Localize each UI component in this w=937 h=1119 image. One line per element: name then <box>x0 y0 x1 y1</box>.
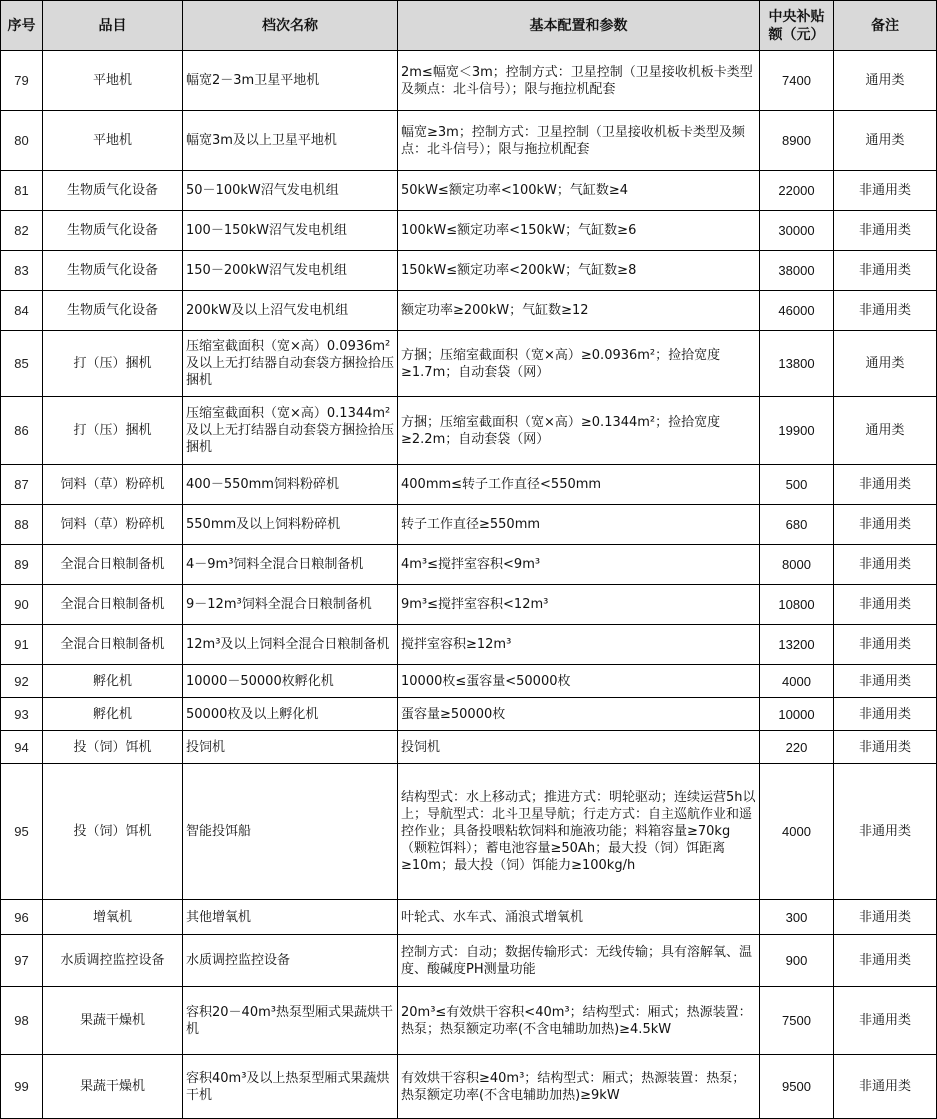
cell-item: 果蔬干燥机 <box>43 987 183 1055</box>
cell-remark: 通用类 <box>834 331 937 397</box>
cell-remark: 非通用类 <box>834 171 937 211</box>
cell-subsidy: 7500 <box>760 987 834 1055</box>
cell-item: 全混合日粮制备机 <box>43 625 183 665</box>
cell-remark: 非通用类 <box>834 900 937 935</box>
cell-grade: 智能投饵船 <box>183 764 398 900</box>
cell-subsidy: 8900 <box>760 111 834 171</box>
cell-subsidy: 7400 <box>760 51 834 111</box>
cell-item: 生物质气化设备 <box>43 171 183 211</box>
cell-subsidy: 8000 <box>760 545 834 585</box>
header-subsidy: 中央补贴额（元） <box>760 1 834 51</box>
cell-subsidy: 220 <box>760 731 834 764</box>
cell-grade: 幅宽3m及以上卫星平地机 <box>183 111 398 171</box>
cell-spec: 幅宽≥3m；控制方式：卫星控制（卫星接收机板卡类型及频点：北斗信号）；限与拖拉机配套 <box>398 111 760 171</box>
cell-subsidy: 300 <box>760 900 834 935</box>
table-row <box>1 397 937 465</box>
cell-spec: 转子工作直径≥550mm <box>398 505 760 545</box>
table-row <box>1 291 937 331</box>
cell-item: 孵化机 <box>43 698 183 731</box>
cell-item: 水质调控监控设备 <box>43 935 183 987</box>
cell-grade: 50－100kW沼气发电机组 <box>183 171 398 211</box>
cell-spec: 蛋容量≥50000枚 <box>398 698 760 731</box>
cell-spec: 4m³≤搅拌室容积<9m³ <box>398 545 760 585</box>
header-item: 品目 <box>43 1 183 51</box>
cell-subsidy: 10800 <box>760 585 834 625</box>
cell-seq: 81 <box>1 171 43 211</box>
cell-item: 饲料（草）粉碎机 <box>43 465 183 505</box>
table-body <box>1 51 937 1119</box>
cell-remark: 非通用类 <box>834 731 937 764</box>
cell-grade: 150－200kW沼气发电机组 <box>183 251 398 291</box>
cell-remark: 通用类 <box>834 397 937 465</box>
cell-subsidy: 22000 <box>760 171 834 211</box>
cell-item: 生物质气化设备 <box>43 211 183 251</box>
table-row <box>1 665 937 698</box>
cell-seq: 88 <box>1 505 43 545</box>
cell-item: 饲料（草）粉碎机 <box>43 505 183 545</box>
cell-subsidy: 900 <box>760 935 834 987</box>
cell-grade: 幅宽2－3m卫星平地机 <box>183 51 398 111</box>
cell-grade: 4－9m³饲料全混合日粮制备机 <box>183 545 398 585</box>
table-row <box>1 251 937 291</box>
cell-seq: 99 <box>1 1055 43 1119</box>
cell-remark: 非通用类 <box>834 291 937 331</box>
table-row <box>1 698 937 731</box>
cell-subsidy: 19900 <box>760 397 834 465</box>
cell-spec: 方捆；压缩室截面积（宽×高）≥0.1344m²；捡拾宽度≥2.2m；自动套袋（网） <box>398 397 760 465</box>
cell-remark: 非通用类 <box>834 465 937 505</box>
cell-remark: 通用类 <box>834 111 937 171</box>
cell-item: 生物质气化设备 <box>43 291 183 331</box>
cell-grade: 100－150kW沼气发电机组 <box>183 211 398 251</box>
cell-seq: 79 <box>1 51 43 111</box>
cell-item: 打（压）捆机 <box>43 397 183 465</box>
cell-seq: 91 <box>1 625 43 665</box>
table-row <box>1 1055 937 1119</box>
cell-subsidy: 680 <box>760 505 834 545</box>
table-row <box>1 171 937 211</box>
cell-seq: 89 <box>1 545 43 585</box>
cell-remark: 非通用类 <box>834 935 937 987</box>
table-row <box>1 987 937 1055</box>
table-row <box>1 585 937 625</box>
cell-seq: 94 <box>1 731 43 764</box>
cell-spec: 50kW≤额定功率<100kW；气缸数≥4 <box>398 171 760 211</box>
cell-subsidy: 500 <box>760 465 834 505</box>
table-row <box>1 211 937 251</box>
cell-seq: 95 <box>1 764 43 900</box>
header-spec: 基本配置和参数 <box>398 1 760 51</box>
cell-remark: 非通用类 <box>834 251 937 291</box>
cell-seq: 85 <box>1 331 43 397</box>
cell-seq: 93 <box>1 698 43 731</box>
table-row <box>1 935 937 987</box>
cell-grade: 水质调控监控设备 <box>183 935 398 987</box>
table-row <box>1 331 937 397</box>
cell-subsidy: 13200 <box>760 625 834 665</box>
cell-grade: 200kW及以上沼气发电机组 <box>183 291 398 331</box>
cell-seq: 86 <box>1 397 43 465</box>
cell-remark: 非通用类 <box>834 665 937 698</box>
cell-seq: 82 <box>1 211 43 251</box>
cell-spec: 400mm≤转子工作直径<550mm <box>398 465 760 505</box>
cell-spec: 方捆；压缩室截面积（宽×高）≥0.0936m²；捡拾宽度≥1.7m；自动套袋（网） <box>398 331 760 397</box>
cell-grade: 400－550mm饲料粉碎机 <box>183 465 398 505</box>
cell-subsidy: 30000 <box>760 211 834 251</box>
cell-grade: 压缩室截面积（宽×高）0.0936m²及以上无打结器自动套袋方捆捡拾压捆机 <box>183 331 398 397</box>
table-header <box>1 1 937 51</box>
cell-grade: 550mm及以上饲料粉碎机 <box>183 505 398 545</box>
cell-item: 全混合日粮制备机 <box>43 585 183 625</box>
cell-subsidy: 4000 <box>760 665 834 698</box>
table-row <box>1 900 937 935</box>
cell-spec: 10000枚≤蛋容量<50000枚 <box>398 665 760 698</box>
cell-grade: 50000枚及以上孵化机 <box>183 698 398 731</box>
header-grade: 档次名称 <box>183 1 398 51</box>
table-row <box>1 111 937 171</box>
cell-remark: 非通用类 <box>834 698 937 731</box>
table-row <box>1 764 937 900</box>
cell-subsidy: 13800 <box>760 331 834 397</box>
cell-seq: 92 <box>1 665 43 698</box>
header-remark: 备注 <box>834 1 937 51</box>
cell-grade: 9－12m³饲料全混合日粮制备机 <box>183 585 398 625</box>
cell-remark: 非通用类 <box>834 585 937 625</box>
cell-item: 果蔬干燥机 <box>43 1055 183 1119</box>
cell-spec: 150kW≤额定功率<200kW；气缸数≥8 <box>398 251 760 291</box>
cell-grade: 容积20－40m³热泵型厢式果蔬烘干机 <box>183 987 398 1055</box>
cell-spec: 搅拌室容积≥12m³ <box>398 625 760 665</box>
cell-spec: 额定功率≥200kW；气缸数≥12 <box>398 291 760 331</box>
cell-item: 平地机 <box>43 51 183 111</box>
table-row <box>1 625 937 665</box>
cell-item: 增氧机 <box>43 900 183 935</box>
cell-item: 投（饲）饵机 <box>43 764 183 900</box>
table-row <box>1 505 937 545</box>
cell-subsidy: 38000 <box>760 251 834 291</box>
cell-spec: 20m³≤有效烘干容积<40m³；结构型式：厢式；热源装置：热泵；热泵额定功率(不含电辅助加热)≥4.5kW <box>398 987 760 1055</box>
cell-seq: 84 <box>1 291 43 331</box>
cell-grade: 投饲机 <box>183 731 398 764</box>
cell-spec: 2m≤幅宽＜3m；控制方式：卫星控制（卫星接收机板卡类型及频点：北斗信号）；限与拖拉机配套 <box>398 51 760 111</box>
cell-seq: 80 <box>1 111 43 171</box>
cell-remark: 通用类 <box>834 51 937 111</box>
cell-spec: 控制方式：自动；数据传输形式：无线传输；具有溶解氧、温度、酸碱度PH测量功能 <box>398 935 760 987</box>
cell-seq: 90 <box>1 585 43 625</box>
table-row <box>1 51 937 111</box>
cell-subsidy: 9500 <box>760 1055 834 1119</box>
cell-spec: 结构型式：水上移动式；推进方式：明轮驱动；连续运营5h以上；导航型式：北斗卫星导航；行走方式：自主巡航作业和遥控作业；具备投喂粘软饲料和施液功能；料箱容量≥70kg（颗粒饵料）；蓄电池容量≥50Ah；最大投（饲）饵距离≥10m；最大投（饲）饵能力≥100kg/h <box>398 764 760 900</box>
header-seq: 序号 <box>1 1 43 51</box>
cell-spec: 投饲机 <box>398 731 760 764</box>
cell-spec: 9m³≤搅拌室容积<12m³ <box>398 585 760 625</box>
cell-grade: 10000－50000枚孵化机 <box>183 665 398 698</box>
cell-subsidy: 10000 <box>760 698 834 731</box>
cell-remark: 非通用类 <box>834 211 937 251</box>
cell-remark: 非通用类 <box>834 625 937 665</box>
cell-seq: 96 <box>1 900 43 935</box>
cell-item: 平地机 <box>43 111 183 171</box>
cell-spec: 有效烘干容积≥40m³；结构型式：厢式；热源装置：热泵；热泵额定功率(不含电辅助加热)≥9kW <box>398 1055 760 1119</box>
cell-grade: 其他增氧机 <box>183 900 398 935</box>
cell-grade: 12m³及以上饲料全混合日粮制备机 <box>183 625 398 665</box>
table-row <box>1 465 937 505</box>
cell-item: 投（饲）饵机 <box>43 731 183 764</box>
cell-seq: 97 <box>1 935 43 987</box>
cell-remark: 非通用类 <box>834 545 937 585</box>
cell-spec: 叶轮式、水车式、涌浪式增氧机 <box>398 900 760 935</box>
cell-item: 生物质气化设备 <box>43 251 183 291</box>
cell-subsidy: 46000 <box>760 291 834 331</box>
cell-remark: 非通用类 <box>834 1055 937 1119</box>
cell-seq: 83 <box>1 251 43 291</box>
cell-item: 全混合日粮制备机 <box>43 545 183 585</box>
cell-grade: 压缩室截面积（宽×高）0.1344m²及以上无打结器自动套袋方捆捡拾压捆机 <box>183 397 398 465</box>
cell-grade: 容积40m³及以上热泵型厢式果蔬烘干机 <box>183 1055 398 1119</box>
cell-remark: 非通用类 <box>834 505 937 545</box>
cell-seq: 87 <box>1 465 43 505</box>
table-row <box>1 731 937 764</box>
cell-item: 孵化机 <box>43 665 183 698</box>
cell-spec: 100kW≤额定功率<150kW；气缸数≥6 <box>398 211 760 251</box>
cell-subsidy: 4000 <box>760 764 834 900</box>
table-row <box>1 545 937 585</box>
cell-seq: 98 <box>1 987 43 1055</box>
cell-remark: 非通用类 <box>834 987 937 1055</box>
cell-remark: 非通用类 <box>834 764 937 900</box>
cell-item: 打（压）捆机 <box>43 331 183 397</box>
